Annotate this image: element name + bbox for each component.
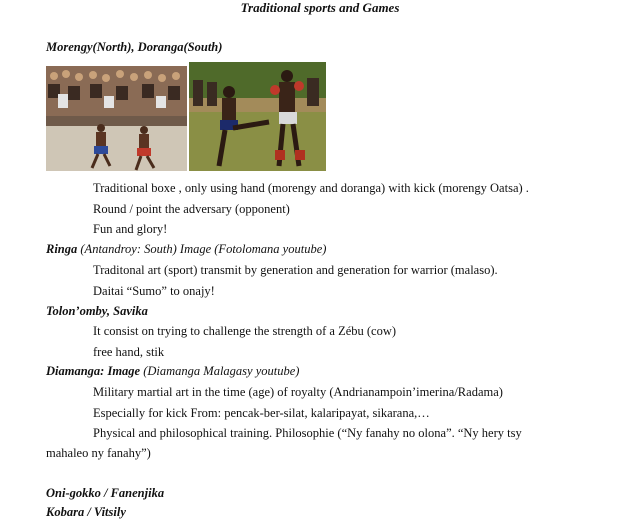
diamanga-heading-rest: (Diamanga Malagasy youtube) xyxy=(140,364,300,378)
ringa-line-2: Daitai “Sumo” to onajy! xyxy=(93,284,215,298)
tolonomby-line-1: It consist on trying to challenge the strength of a Zébu (cow) xyxy=(93,324,397,338)
tolonomby-line-2: free hand, stik xyxy=(93,345,165,359)
morengy-line-3: Fun and glory! xyxy=(93,222,168,236)
diamanga-line-4: mahaleo ny fanahy”) xyxy=(46,446,151,460)
ringa-line-1: Traditonal art (sport) transmit by generation and generation for warrior (malaso). xyxy=(93,263,498,277)
section-heading-onigokko: Oni-gokko / Fanenjika xyxy=(46,486,165,500)
diamanga-heading-bold: Diamanga: Image xyxy=(46,364,141,378)
morengy-line-2: Round / point the adversary (opponent) xyxy=(93,202,290,216)
diamanga-line-1: Military martial art in the time (age) of royalty (Andrianampoin’imerina/Radama) xyxy=(93,385,503,399)
page-title: Traditional sports and Games xyxy=(240,0,400,15)
section-heading-ringa xyxy=(46,242,326,257)
ringa-heading-bold: Ringa xyxy=(46,242,78,256)
section-heading-tolonomby: Tolon’omby, Savika xyxy=(46,304,148,318)
diamanga-line-2: Especially for kick From: pencak-ber-silat, kalaripayat, sikarana,… xyxy=(93,406,430,420)
photo-two-boxers-kicking xyxy=(189,62,326,171)
photo-crowd-wrestling-match xyxy=(46,66,187,171)
section-heading-diamanga xyxy=(46,364,299,379)
section-heading-kobara: Kobara / Vitsily xyxy=(46,505,126,519)
morengy-line-1: Traditional boxe , only using hand (morengy and doranga) with kick (morengy Oatsa) . xyxy=(93,181,529,195)
ringa-heading-rest: (Antandroy: South) Image (Fotolomana youtube) xyxy=(77,242,327,256)
diamanga-line-3: Physical and philosophical training. Philosophie (“Ny fanahy no olona”. “Ny hery tsy xyxy=(93,426,522,440)
section-heading-morengy: Morengy(North), Doranga(South) xyxy=(46,40,223,54)
